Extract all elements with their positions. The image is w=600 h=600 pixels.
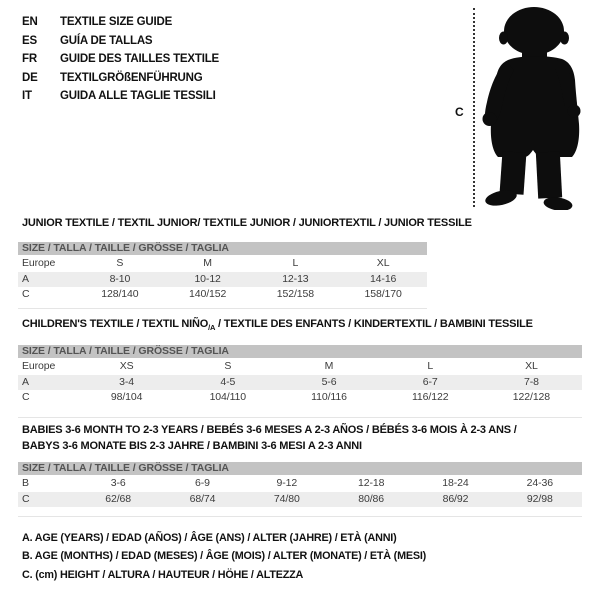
language-row-es (22, 32, 219, 51)
table-cell: 92/98 (526, 492, 553, 505)
size-header-bar: SIZE / TALLA / TAILLE / GRÖSSE / TAGLIA (18, 242, 427, 255)
table-cell: 74/80 (273, 492, 300, 505)
language-row-fr (22, 50, 219, 69)
title-text: CHILDREN'S TEXTILE / TEXTIL NIÑO (22, 318, 209, 330)
title-subscript: /A (208, 323, 216, 333)
table-cell: 6-7 (422, 375, 438, 388)
row-label: C (22, 288, 30, 301)
table-cell: S (116, 257, 124, 269)
language-title: GUÍA DE TALLAS (60, 34, 153, 47)
language-row-en (22, 13, 219, 32)
row-label: C (22, 492, 30, 505)
table-row (18, 272, 427, 288)
table-cell: 24-36 (526, 477, 553, 489)
table-cell: 7-8 (523, 375, 539, 388)
row-label: A (22, 272, 29, 285)
language-title: TEXTILE SIZE GUIDE (60, 16, 173, 28)
table-row (18, 375, 582, 391)
babies-section-title-line2: BABYS 3-6 MONATE BIS 2-3 JAHRE / BAMBINI 3-6 MESI A 2-3 ANNI (22, 440, 362, 452)
size-header-bar: SIZE / TALLA / TAILLE / GRÖSSE / TAGLIA (18, 462, 582, 475)
height-measure-label: C (455, 105, 464, 119)
table-cell: M (324, 360, 334, 372)
row-label: C (22, 391, 30, 404)
children-size-table (18, 345, 582, 406)
table-cell: 4-5 (220, 375, 236, 388)
language-title: GUIDA ALLE TAGLIE TESSILI (60, 90, 216, 103)
language-title-list (22, 13, 219, 106)
table-cell: 10-12 (194, 272, 221, 285)
junior-section-title: JUNIOR TEXTILE / TEXTIL JUNIOR/ TEXTILE JUNIOR / JUNIORTEXTIL / JUNIOR TESSILE (22, 217, 472, 229)
children-section-title (22, 318, 533, 332)
table-cell: 110/116 (311, 391, 347, 404)
table-cell: L (292, 257, 299, 269)
language-row-it (22, 87, 219, 106)
row-label: Europe (22, 360, 56, 372)
language-row-de (22, 69, 219, 88)
table-cell: 80/86 (358, 492, 385, 505)
table-cell: 140/152 (188, 288, 227, 301)
table-cell: 128/140 (101, 288, 139, 301)
table-cell: XS (119, 360, 134, 372)
table-cell: 8-10 (109, 272, 131, 285)
language-code: DE (22, 71, 38, 84)
language-code: ES (22, 34, 37, 47)
junior-size-table (18, 242, 427, 303)
table-cell: XL (376, 257, 390, 269)
table-cell: 86/92 (442, 492, 469, 505)
table-cell: 18-24 (442, 477, 469, 489)
baby-silhouette-icon (462, 4, 596, 210)
table-row (18, 476, 582, 492)
row-label: B (22, 477, 29, 489)
table-row (18, 256, 427, 272)
language-code: FR (22, 53, 37, 66)
table-divider (18, 308, 427, 309)
row-label: A (22, 375, 29, 388)
babies-section-title-line1: BABIES 3-6 MONTH TO 2-3 YEARS / BEBÉS 3-6 MESES A 2-3 AÑOS / BÉBÉS 3-6 MOIS À 2-3 ANS / (22, 424, 517, 436)
language-code: EN (22, 16, 38, 28)
table-cell: 122/128 (512, 391, 551, 404)
table-row (18, 390, 582, 406)
title-text: / TEXTILE DES ENFANTS / KINDERTEXTIL / BAMBINI TESSILE (215, 318, 533, 330)
table-cell: 116/122 (411, 391, 449, 404)
table-row (18, 359, 582, 375)
table-cell: 6-9 (195, 477, 210, 489)
legend-line-c: C. (cm) HEIGHT / ALTURA / HAUTEUR / HÖHE / ALTEZZA (22, 568, 304, 581)
language-code: IT (22, 90, 32, 103)
language-title: TEXTILGRÖßENFÜHRUNG (60, 71, 203, 84)
legend-line-a: A. AGE (YEARS) / EDAD (AÑOS) / ÂGE (ANS) / ALTER (JAHRE) / ETÀ (ANNI) (22, 532, 397, 544)
language-title: GUIDE DES TAILLES TEXTILE (60, 53, 219, 66)
row-label: Europe (22, 257, 56, 269)
table-cell: L (427, 360, 434, 372)
table-cell: 3-4 (119, 375, 135, 388)
table-cell: 3-6 (110, 477, 126, 489)
table-cell: 14-16 (369, 272, 397, 285)
table-cell: 68/74 (189, 492, 216, 505)
table-divider (18, 417, 582, 418)
table-cell: 9-12 (276, 477, 298, 489)
table-cell: M (203, 257, 212, 269)
table-cell: S (224, 360, 232, 372)
table-row (18, 492, 582, 508)
table-cell: 5-6 (321, 375, 337, 388)
table-cell: 12-18 (357, 477, 385, 489)
table-cell: 152/158 (276, 288, 314, 301)
babies-size-table (18, 462, 582, 507)
legend-line-b: B. AGE (MONTHS) / EDAD (MESES) / ÂGE (MOIS) / ALTER (MONATE) / ETÀ (MESI) (22, 550, 427, 563)
table-cell: 12-13 (282, 272, 309, 285)
table-cell: 62/68 (105, 492, 132, 505)
table-cell: 104/110 (209, 391, 247, 404)
measure-legend (22, 529, 426, 584)
table-cell: XL (525, 360, 538, 372)
table-row (18, 287, 427, 303)
table-cell: 98/104 (110, 391, 143, 404)
table-divider (18, 516, 582, 517)
table-cell: 158/170 (364, 288, 402, 301)
size-header-bar: SIZE / TALLA / TAILLE / GRÖSSE / TAGLIA (18, 345, 582, 358)
